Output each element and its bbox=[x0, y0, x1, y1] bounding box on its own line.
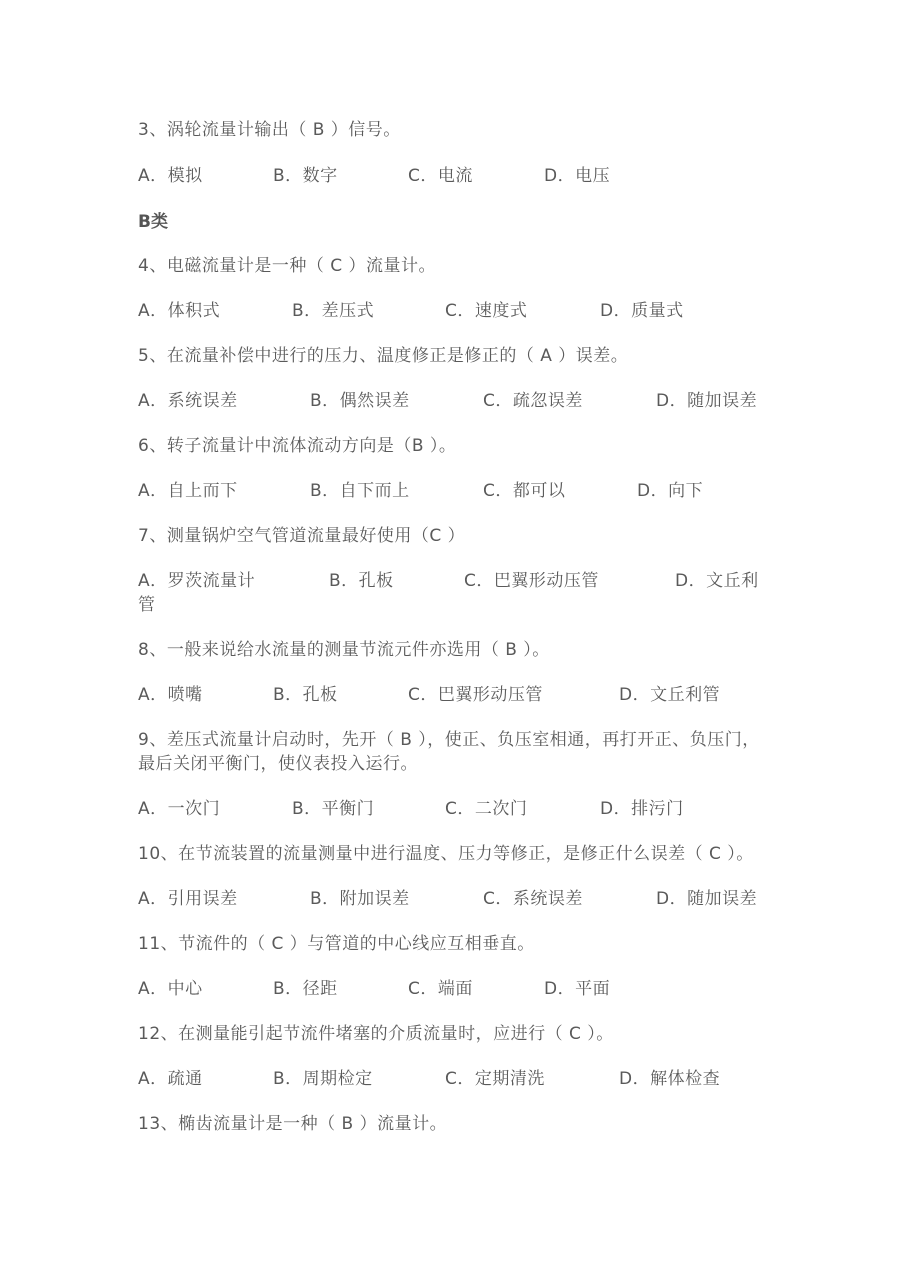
question-11: 11、节流件的（ C ）与管道的中心线应互相垂直。 bbox=[138, 934, 535, 954]
question-7: 7、测量锅炉空气管道流量最好使用（C ） bbox=[138, 526, 466, 546]
option-c: C．巴翼形动压管 bbox=[464, 571, 599, 591]
question-8: 8、一般来说给水流量的测量节流元件亦选用（ B ）。 bbox=[138, 640, 550, 660]
option-d: D．随加误差 bbox=[656, 391, 758, 411]
option-b: B．附加误差 bbox=[310, 889, 410, 909]
option-b: B．数字 bbox=[273, 166, 338, 186]
option-d: D．随加误差 bbox=[656, 889, 758, 909]
question-12: 12、在测量能引起节流件堵塞的介质流量时，应进行（ C ）。 bbox=[138, 1024, 614, 1044]
option-c: C．定期清洗 bbox=[445, 1069, 545, 1089]
question-10: 10、在节流装置的流量测量中进行温度、压力等修正，是修正什么误差（ C ）。 bbox=[138, 844, 754, 864]
question-5-options bbox=[138, 389, 768, 413]
option-b: B．平衡门 bbox=[292, 799, 375, 819]
option-b: B．径距 bbox=[273, 979, 338, 999]
question-6-options bbox=[138, 479, 768, 503]
question-6: 6、转子流量计中流体流动方向是（B ）。 bbox=[138, 436, 457, 456]
option-c: C．端面 bbox=[408, 979, 473, 999]
option-d: D．解体检查 bbox=[619, 1069, 721, 1089]
option-a: A．一次门 bbox=[138, 799, 221, 819]
question-9: 9、差压式流量计启动时，先开（ B ），使正、负压室相通，再打开正、负压门，最后关闭平衡门，使仪表投入运行。 bbox=[138, 730, 760, 774]
option-a: A．引用误差 bbox=[138, 889, 238, 909]
option-c: C．速度式 bbox=[445, 301, 528, 321]
option-a: A．中心 bbox=[138, 979, 203, 999]
option-a: A．罗茨流量计 bbox=[138, 571, 256, 591]
option-a: A．自上而下 bbox=[138, 481, 238, 501]
option-c: C．二次门 bbox=[445, 799, 528, 819]
option-d: D．文丘利 bbox=[675, 571, 759, 591]
option-c: C．电流 bbox=[408, 166, 473, 186]
option-c: C．系统误差 bbox=[483, 889, 583, 909]
section-heading: B类 bbox=[138, 212, 168, 232]
option-c: C．巴翼形动压管 bbox=[408, 685, 543, 705]
question-4: 4、电磁流量计是一种（ C ）流量计。 bbox=[138, 256, 436, 276]
question-12-options bbox=[138, 1067, 768, 1091]
option-b: B．周期检定 bbox=[273, 1069, 373, 1089]
option-d: D．排污门 bbox=[600, 799, 684, 819]
option-a: A．疏通 bbox=[138, 1069, 203, 1089]
option-b: B．自下而上 bbox=[310, 481, 410, 501]
option-d: D．平面 bbox=[544, 979, 611, 999]
question-10-options bbox=[138, 887, 768, 911]
question-3-options bbox=[138, 164, 768, 188]
question-8-options bbox=[138, 683, 768, 707]
option-c: C．都可以 bbox=[483, 481, 566, 501]
option-b: B．孔板 bbox=[273, 685, 338, 705]
option-c: C．疏忽误差 bbox=[483, 391, 583, 411]
question-13: 13、椭齿流量计是一种（ B ）流量计。 bbox=[138, 1114, 448, 1134]
document-content bbox=[138, 118, 768, 1136]
question-4-options bbox=[138, 299, 768, 323]
question-3: 3、涡轮流量计输出（ B ）信号。 bbox=[138, 120, 401, 140]
option-d: D．文丘利管 bbox=[619, 685, 721, 705]
option-a: A．系统误差 bbox=[138, 391, 238, 411]
question-5: 5、在流量补偿中进行的压力、温度修正是修正的（ A ）误差。 bbox=[138, 346, 629, 366]
option-a: A．模拟 bbox=[138, 166, 203, 186]
option-a: A．体积式 bbox=[138, 301, 221, 321]
question-9-options bbox=[138, 797, 768, 821]
option-a: A．喷嘴 bbox=[138, 685, 203, 705]
option-b: B．孔板 bbox=[329, 571, 394, 591]
question-7-options bbox=[138, 569, 768, 617]
option-b: B．差压式 bbox=[292, 301, 375, 321]
option-d: D．向下 bbox=[637, 481, 704, 501]
option-b: B．偶然误差 bbox=[310, 391, 410, 411]
question-11-options bbox=[138, 977, 768, 1001]
option-d: D．质量式 bbox=[600, 301, 684, 321]
option-d: D．电压 bbox=[544, 166, 611, 186]
option-d-continuation: 管 bbox=[138, 595, 156, 615]
